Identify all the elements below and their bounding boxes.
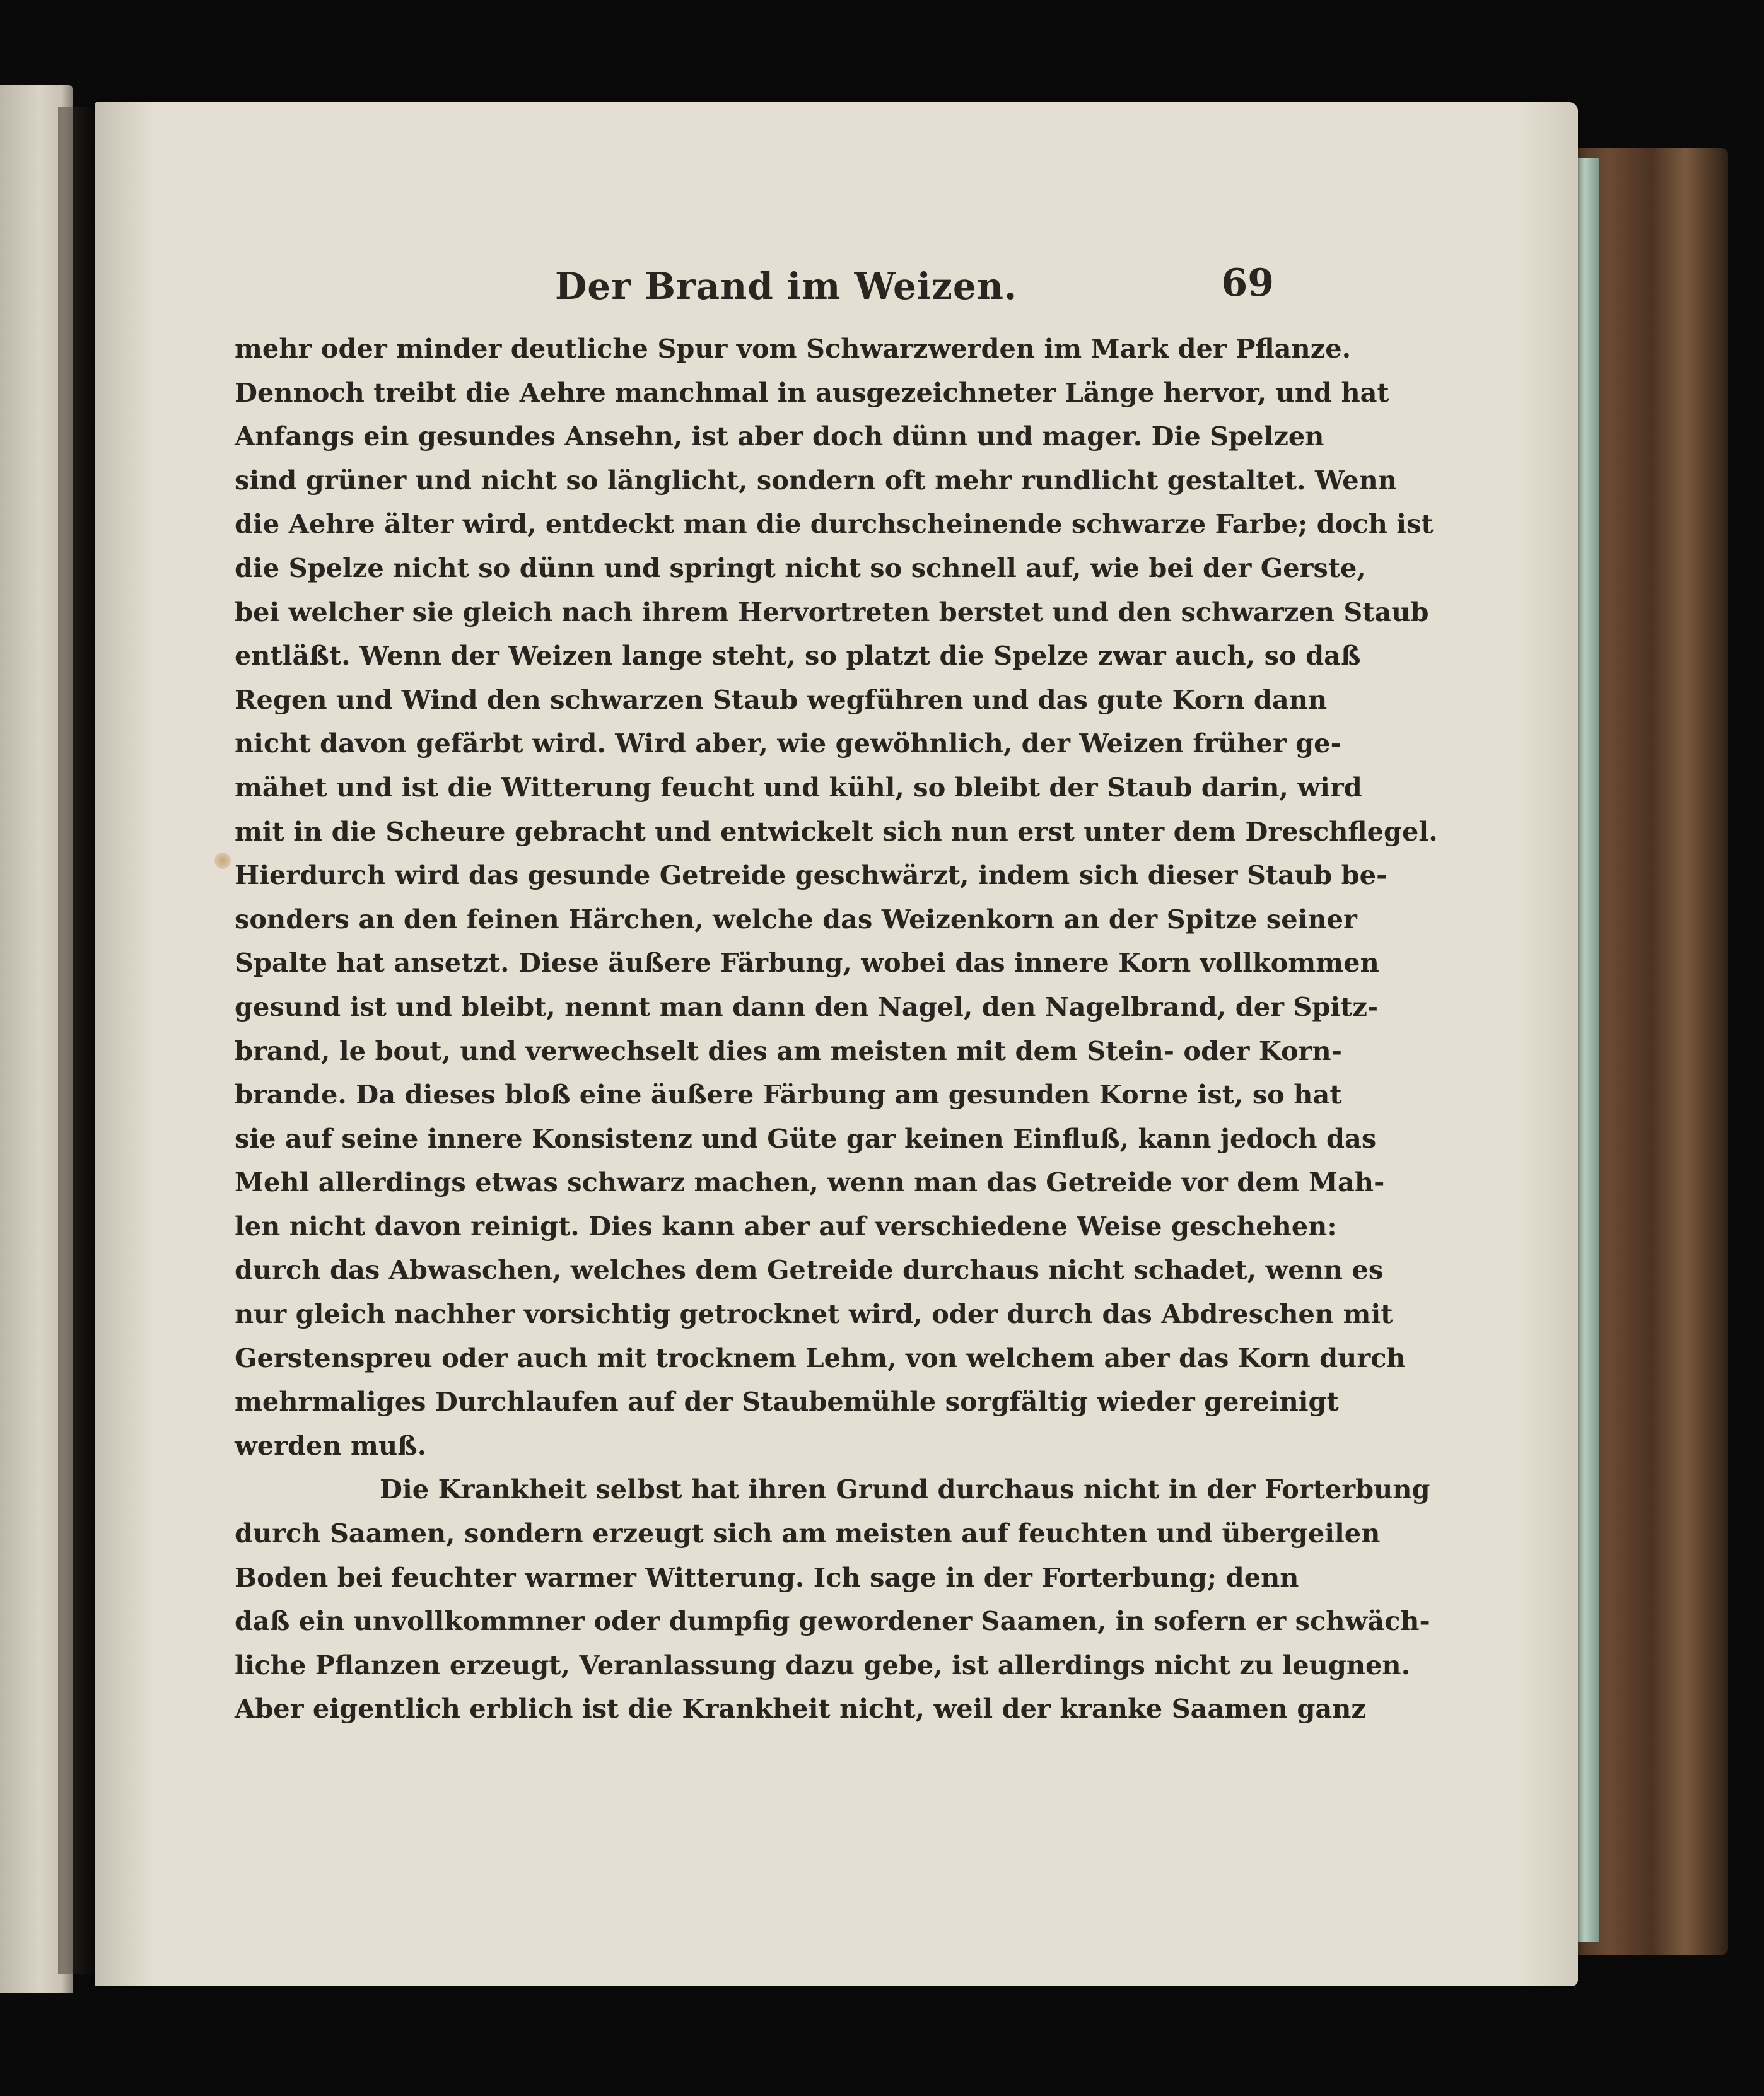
page-header [555,261,1274,322]
text-line: nur gleich nachher vorsichtig getrocknet wird, oder durch das Abdreschen mit [235,1298,1393,1330]
text-line: liche Pflanzen erzeugt, Veranlassung dazu gebe, ist allerdings nicht zu leugnen. [235,1649,1411,1680]
text-line: mehrmaliges Durchlaufen auf der Staubemühle sorgfältig wieder gereinigt [235,1386,1339,1418]
text-line: Boden bei feuchter warmer Witterung. Ich sage in der Forterbung; denn [235,1561,1299,1593]
paper-stain [214,853,231,869]
text-line: Regen und Wind den schwarzen Staub wegführen und das gute Korn dann [235,684,1328,715]
text-line: sind grüner und nicht so länglicht, sondern oft mehr rundlicht gestaltet. Wenn [235,464,1398,496]
gutter-shadow [58,107,96,1974]
text-line: durch das Abwaschen, welches dem Getreide durchaus nicht schadet, wenn es [235,1254,1384,1286]
text-line: Gerstenspreu oder auch mit trocknem Lehm, von welchem aber das Korn durch [235,1342,1406,1373]
text-line: mit in die Scheure gebracht und entwickelt sich nun erst unter dem Dreschflegel. [235,815,1438,847]
text-line: mähet und ist die Witterung feucht und kühl, so bleibt der Staub darin, wird [235,771,1362,803]
text-line: gesund ist und bleibt, nennt man dann den Nagel, den Nagelbrand, der Spitz- [235,991,1379,1022]
text-line: Dennoch treibt die Aehre manchmal in ausgezeichneter Länge hervor, und hat [235,376,1389,408]
text-line: sonders an den feinen Härchen, welche das Weizenkorn an der Spitze seiner [235,903,1357,934]
text-line: die Spelze nicht so dünn und springt nicht so schnell auf, wie bei der Gerste, [235,552,1366,583]
paragraph-start-line: Die Krankheit selbst hat ihren Grund durchaus nicht in der Forterbung [380,1474,1430,1505]
text-line: die Aehre älter wird, entdeckt man die durchscheinende schwarze Farbe; doch ist [235,508,1434,540]
text-line: entläßt. Wenn der Weizen lange steht, so platzt die Spelze zwar auch, so daß [235,640,1361,672]
text-line: len nicht davon reinigt. Dies kann aber auf verschiedene Weise geschehen: [235,1210,1337,1242]
paragraph-end-line: werden muß. [235,1429,427,1461]
text-line: Hierdurch wird das gesunde Getreide geschwärzt, indem sich dieser Staub be- [235,859,1387,891]
text-line: nicht davon gefärbt wird. Wird aber, wie gewöhnlich, der Weizen früher ge- [235,728,1341,759]
text-line: brand, le bout, und verwechselt dies am meisten mit dem Stein- oder Korn- [235,1035,1342,1066]
body-text [235,327,1438,1731]
text-line: brande. Da dieses bloß eine äußere Färbung am gesunden Korne ist, so hat [235,1079,1342,1110]
text-line: bei welcher sie gleich nach ihrem Hervortreten berstet und den schwarzen Staub [235,596,1429,627]
page-number: 69 [1221,261,1274,305]
text-line: daß ein unvollkommner oder dumpfig gewordener Saamen, in sofern er schwäch- [235,1605,1430,1637]
text-line: sie auf seine innere Konsistenz und Güte gar keinen Einfluß, kann jedoch das [235,1122,1377,1154]
text-line: Aber eigentlich erblich ist die Krankheit nicht, weil der kranke Saamen ganz [235,1693,1366,1725]
text-line: durch Saamen, sondern erzeugt sich am meisten auf feuchten und übergeilen [235,1518,1381,1549]
text-line: mehr oder minder deutliche Spur vom Schwarzwerden im Mark der Pflanze. [235,333,1352,364]
text-line: Spalte hat ansetzt. Diese äußere Färbung, wobei das innere Korn vollkommen [235,947,1379,979]
running-title: Der Brand im Weizen. [555,265,1018,308]
text-line: Anfangs ein gesundes Ansehn, ist aber doch dünn und mager. Die Spelzen [235,421,1324,452]
text-line: Mehl allerdings etwas schwarz machen, wenn man das Getreide vor dem Mah- [235,1167,1385,1198]
